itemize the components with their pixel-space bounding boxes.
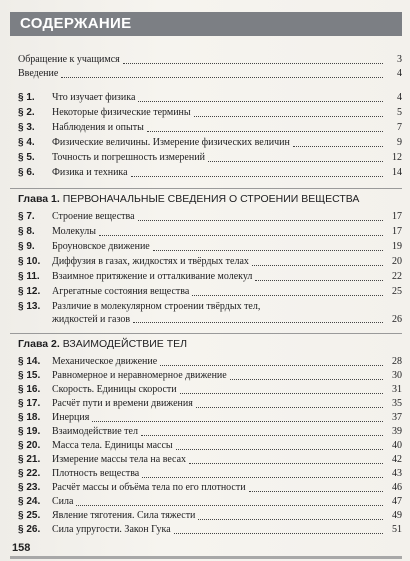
dot-leader	[160, 365, 383, 366]
toc-entry	[18, 509, 402, 523]
section-number: § 5.	[18, 152, 35, 163]
dot-leader	[180, 393, 383, 394]
section-number: § 8.	[18, 226, 35, 237]
section-number: § 14.	[18, 356, 41, 367]
toc-entry-label: жидкостей и газов	[52, 314, 131, 325]
toc-entry-label: Молекулы	[52, 226, 96, 237]
dot-leader	[153, 250, 383, 251]
toc-entry-page: 19	[392, 241, 402, 252]
toc-entry-label: Физика и техника	[52, 167, 128, 178]
toc-entry	[18, 467, 402, 481]
section-number: § 10.	[18, 256, 41, 267]
dot-leader	[141, 435, 383, 436]
toc-entry-label: Наблюдения и опыты	[52, 122, 144, 133]
toc-entry-page: 28	[392, 356, 402, 367]
toc-entry-label: Некоторые физические термины	[52, 107, 191, 118]
chapter-number: Глава 2.	[18, 338, 60, 350]
dot-leader	[293, 146, 383, 147]
toc-entry	[18, 397, 402, 411]
dot-leader	[176, 449, 383, 450]
dot-leader	[249, 491, 383, 492]
toc-entry-page: 30	[392, 370, 402, 381]
dot-leader	[142, 477, 383, 478]
dot-leader	[198, 519, 383, 520]
chapter-title: ПЕРВОНАЧАЛЬНЫЕ СВЕДЕНИЯ О СТРОЕНИИ ВЕЩЕСТВА	[62, 193, 360, 205]
section-number: § 21.	[18, 454, 41, 465]
dot-leader	[61, 77, 383, 78]
toc-entry-label: Взаимодействие тел	[52, 426, 138, 437]
toc-entry-label: Точность и погрешность измерений	[52, 152, 205, 163]
footer-rule	[10, 556, 402, 559]
toc-entry-page: 17	[392, 211, 402, 222]
chapter-title: ВЗАИМОДЕЙСТВИЕ ТЕЛ	[62, 338, 188, 350]
toc-entry-page: 12	[392, 152, 402, 163]
section-number: § 4.	[18, 137, 35, 148]
section-number: § 24.	[18, 496, 41, 507]
toc-entry	[18, 495, 402, 509]
section-number: § 23.	[18, 482, 41, 493]
toc-entry-label: Измерение массы тела на весах	[52, 454, 187, 465]
section-number: § 2.	[18, 107, 35, 118]
dot-leader	[138, 220, 383, 221]
toc-entry-page: 17	[392, 226, 402, 237]
toc-entry-page: 22	[392, 271, 402, 282]
toc-entry-page: 37	[392, 412, 402, 423]
toc-entry-label: Введение	[18, 68, 59, 79]
toc-entry-page: 4	[397, 68, 402, 79]
toc-entry-label: Различие в молекулярном строении твёрдых тел,	[52, 301, 261, 312]
section-number: § 13.	[18, 301, 41, 312]
toc-entry	[18, 166, 402, 180]
toc-entry-label: Скорость. Единицы скорости	[52, 384, 177, 395]
toc-entry-label: Броуновское движение	[52, 241, 150, 252]
toc-entry-label: Физические величины. Измерение физических величин	[52, 137, 290, 148]
toc-entry	[18, 439, 402, 453]
toc-entry-page: 31	[392, 384, 402, 395]
dot-leader	[230, 379, 383, 380]
toc-entry	[18, 106, 402, 120]
toc-entry	[18, 136, 402, 150]
toc-entry-label: Равномерное и неравномерное движение	[52, 370, 227, 381]
dot-leader	[76, 505, 383, 506]
toc-entry-page: 51	[392, 524, 402, 535]
toc-entry-page: 25	[392, 286, 402, 297]
section-divider	[10, 188, 402, 189]
toc-entry-page: 35	[392, 398, 402, 409]
chapter-heading	[18, 191, 402, 207]
toc-entry-label: Строение вещества	[52, 211, 135, 222]
toc-entry	[18, 481, 402, 495]
toc-entry-label-line2	[52, 313, 402, 326]
section-number: § 18.	[18, 412, 41, 423]
toc-entry-page: 49	[392, 510, 402, 521]
section-divider	[10, 333, 402, 334]
toc-entry-label: Взаимное притяжение и отталкивание молекул	[52, 271, 253, 282]
dot-leader	[138, 101, 383, 102]
dot-leader	[189, 463, 383, 464]
chapter-heading	[18, 336, 402, 352]
toc-entry-label: Масса тела. Единицы массы	[52, 440, 173, 451]
section-number: § 15.	[18, 370, 41, 381]
section-number: § 11.	[18, 271, 40, 282]
toc-entry-page: 40	[392, 440, 402, 451]
toc-entry-page: 20	[392, 256, 402, 267]
toc-entry	[18, 225, 402, 239]
dot-leader	[192, 295, 383, 296]
toc-entry	[18, 300, 402, 326]
toc-entry-label: Агрегатные состояния вещества	[52, 286, 190, 297]
dot-leader	[131, 176, 383, 177]
toc-entry-label: Сила	[52, 496, 74, 507]
toc-entry	[18, 523, 402, 537]
dot-leader	[252, 265, 383, 266]
section-number: § 7.	[18, 211, 35, 222]
toc-entry-introduction	[18, 67, 402, 81]
section-number: § 16.	[18, 384, 41, 395]
toc-entry	[18, 255, 402, 269]
toc-entry	[18, 151, 402, 165]
section-number: § 1.	[18, 92, 35, 103]
dot-leader	[208, 161, 383, 162]
toc-entry-page: 14	[392, 167, 402, 178]
section-number: § 12.	[18, 286, 41, 297]
section-number: § 25.	[18, 510, 41, 521]
toc-entry	[18, 240, 402, 254]
toc-entry-label: Что изучает физика	[52, 92, 136, 103]
toc-entry-page: 43	[392, 468, 402, 479]
toc-entry	[18, 91, 402, 105]
toc-entry	[18, 453, 402, 467]
dot-leader	[255, 280, 383, 281]
toc-entry	[18, 425, 402, 439]
section-number: § 6.	[18, 167, 35, 178]
toc-entry	[18, 210, 402, 224]
dot-leader	[99, 235, 383, 236]
page-title: СОДЕРЖАНИЕ	[10, 12, 402, 36]
toc-entry	[18, 285, 402, 299]
toc-entry-page: 46	[392, 482, 402, 493]
section-number: § 9.	[18, 241, 35, 252]
toc-entry	[18, 121, 402, 135]
toc-entry	[18, 383, 402, 397]
toc-entry	[18, 411, 402, 425]
dot-leader	[92, 421, 383, 422]
section-number: § 3.	[18, 122, 35, 133]
dot-leader	[147, 131, 383, 132]
toc-entry-address	[18, 53, 402, 67]
toc-entry-page: 9	[397, 137, 402, 148]
section-number: § 20.	[18, 440, 41, 451]
toc-entry-label: Расчёт массы и объёма тела по его плотности	[52, 482, 246, 493]
dot-leader	[196, 407, 383, 408]
chapter-number: Глава 1.	[18, 193, 60, 205]
section-number: § 17.	[18, 398, 41, 409]
toc-entry-page: 42	[392, 454, 402, 465]
section-number: § 26.	[18, 524, 41, 535]
toc-entry-label: Обращение к учащимся	[18, 54, 120, 65]
section-number: § 22.	[18, 468, 41, 479]
toc-entry-page: 39	[392, 426, 402, 437]
toc-entry	[18, 270, 402, 284]
toc-entry-page: 3	[397, 54, 402, 65]
dot-leader	[174, 533, 383, 534]
toc-entry-label-block	[52, 300, 402, 326]
section-number: § 19.	[18, 426, 41, 437]
dot-leader	[123, 63, 383, 64]
toc-entry	[18, 355, 402, 369]
toc-entry-page: 4	[397, 92, 402, 103]
toc-entry-page: 26	[392, 314, 402, 325]
toc-entry	[18, 369, 402, 383]
toc-entry-label: Диффузия в газах, жидкостях и твёрдых телах	[52, 256, 249, 267]
dot-leader	[133, 322, 383, 323]
toc-entry-label: Механическое движение	[52, 356, 158, 367]
toc-entry-label: Инерция	[52, 412, 90, 423]
toc-entry-page: 47	[392, 496, 402, 507]
toc-entry-label: Плотность вещества	[52, 468, 140, 479]
dot-leader	[194, 116, 383, 117]
toc-entry-label: Расчёт пути и времени движения	[52, 398, 193, 409]
page-number: 158	[12, 542, 31, 554]
toc-entry-page: 5	[397, 107, 402, 118]
toc-entry-label: Сила упругости. Закон Гука	[52, 524, 171, 535]
toc-entry-label: Явление тяготения. Сила тяжести	[52, 510, 196, 521]
toc-entry-page: 7	[397, 122, 402, 133]
